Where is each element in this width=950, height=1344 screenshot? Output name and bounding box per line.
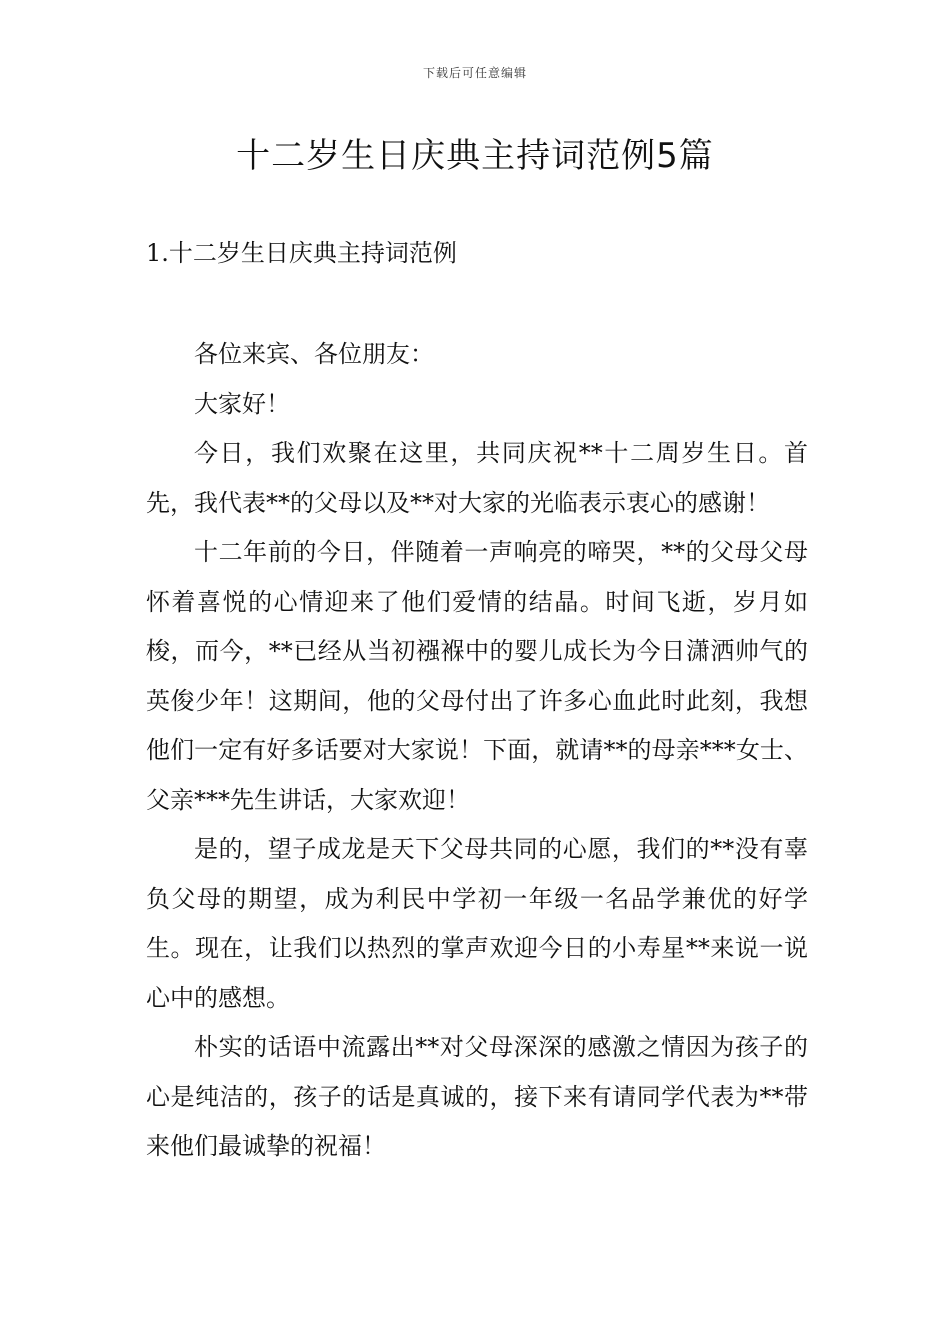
document-title: 十二岁生日庆典主持词范例5篇 [236, 136, 714, 176]
paragraph-hopes: 是的，望子成龙是天下父母共同的心愿，我们的**没有辜负父母的期望，成为利民中学初一年级一名品学兼优的好学生。现在，让我们以热烈的掌声欢迎今日的小寿星**来说一说心中的感想。 [146, 835, 808, 1012]
paragraph-greeting: 各位来宾、各位朋友： [194, 340, 434, 368]
paragraph-blessings: 朴实的话语中流露出**对父母深深的感激之情因为孩子的心是纯洁的，孩子的话是真诚的，接下来有请同学代表为**带来他们最诚挚的祝福！ [146, 1033, 808, 1160]
paragraph-hello: 大家好！ [194, 389, 290, 418]
paragraph-welcome: 今日，我们欢聚在这里，共同庆祝**十二周岁生日。首先，我代表**的父母以及**对大家的光临表示衷心的感谢！ [146, 439, 808, 517]
paragraph-history: 十二年前的今日，伴随着一声响亮的啼哭，**的父母父母怀着喜悦的心情迎来了他们爱情的结晶。时间飞逝，岁月如梭，而今，**已经从当初襁褓中的婴儿成长为今日潇洒帅气的英俊少年！这期间，他的父母付出了许多心血此时此刻，我想他们一定有好多话要对大家说！下面，就请**的母亲***女士、父亲***先生讲话，大家欢迎！ [146, 538, 808, 814]
body-text [146, 330, 808, 1172]
header-note: 下载后可任意编辑 [422, 66, 527, 80]
section-heading: 1.十二岁生日庆典主持词范例 [146, 239, 457, 267]
